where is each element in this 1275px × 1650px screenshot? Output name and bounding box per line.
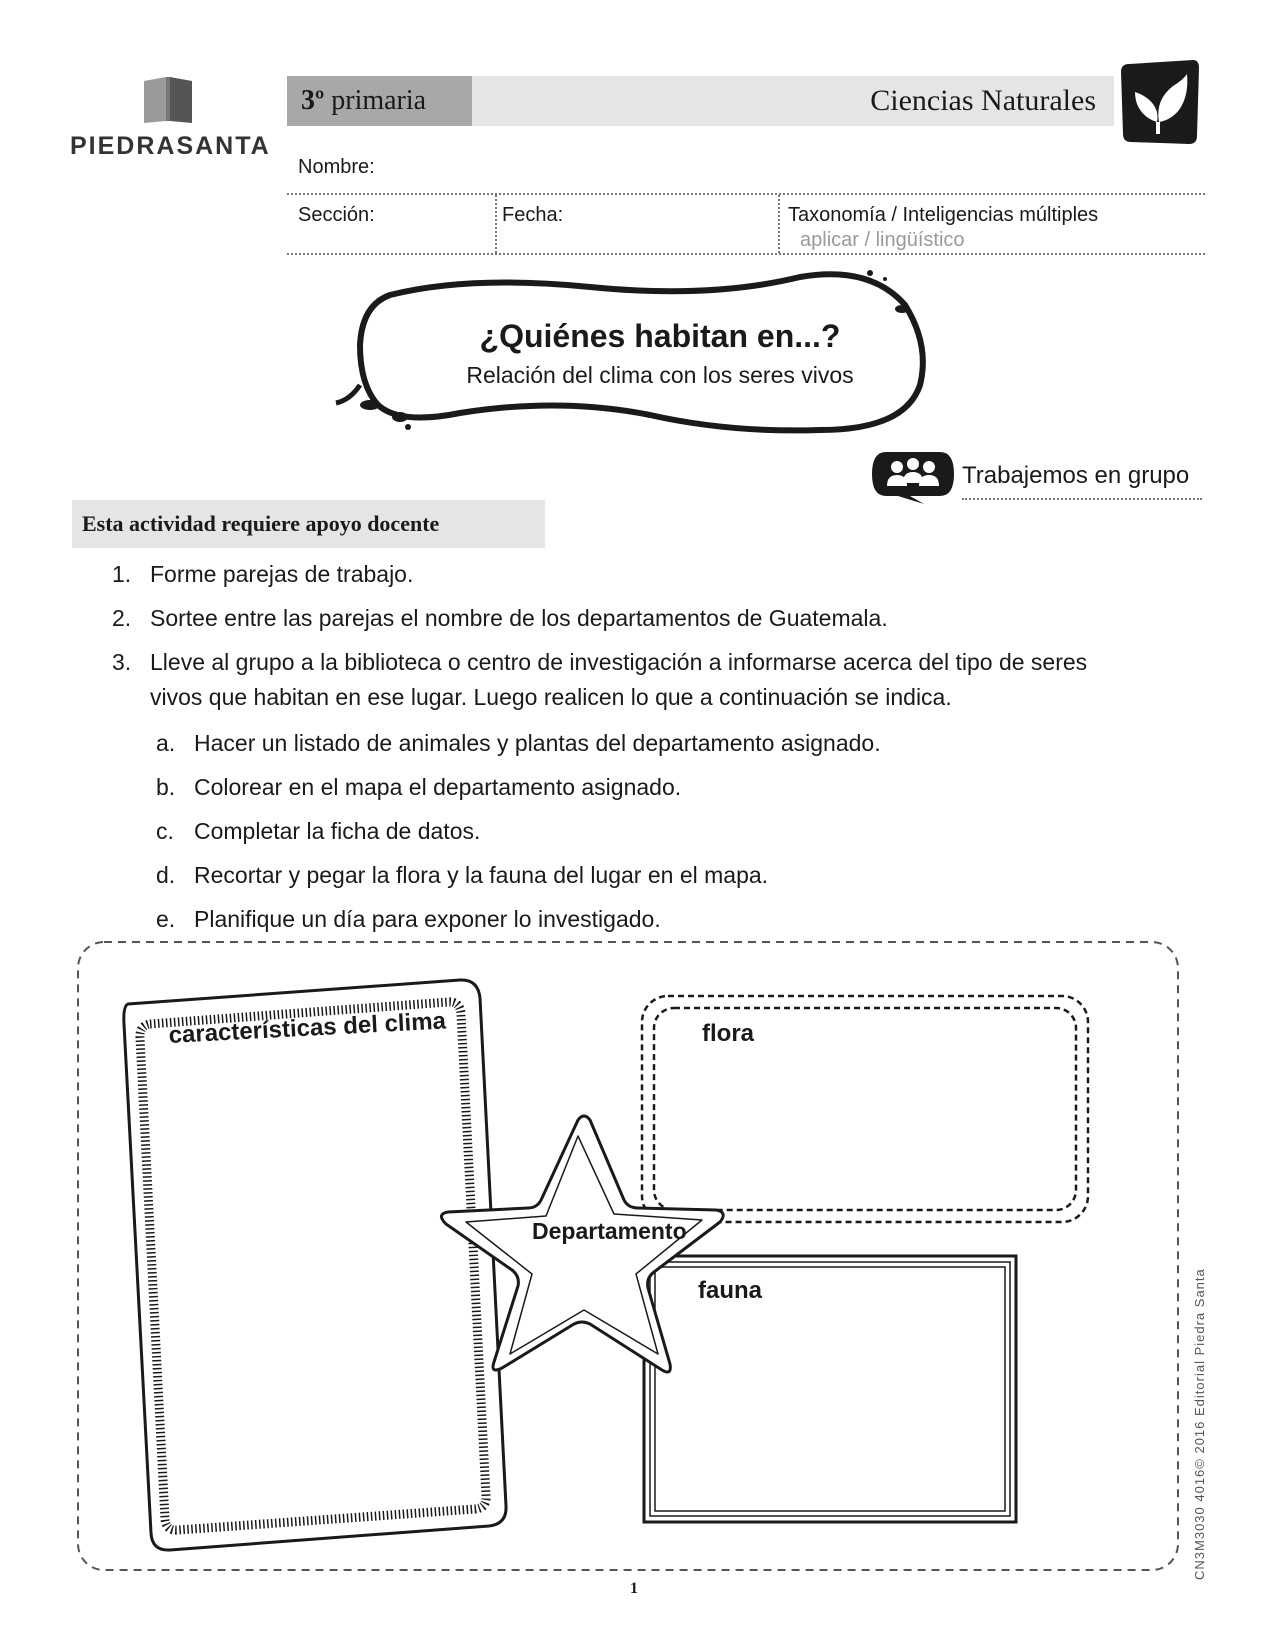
group-people-icon: [870, 450, 956, 504]
instruction-text: Sortee entre las parejas el nombre de los departamentos de Guatemala.: [150, 605, 888, 631]
sub-instruction-letter: d.: [156, 862, 176, 888]
sub-instruction-text: Recortar y pegar la flora y la fauna del lugar en el mapa.: [194, 862, 769, 888]
name-label: Nombre:: [298, 156, 375, 178]
taxonomy-label: Taxonomía / Inteligencias múltiples: [788, 204, 1099, 226]
sub-instruction-letter: c.: [156, 818, 174, 844]
worksheet-subtitle: Relación del clima con los seres vivos: [466, 362, 854, 388]
instruction-text: Forme parejas de trabajo.: [150, 561, 414, 587]
instruction-continuation: vivos que habitan en ese lugar. Luego realicen lo que a continuación se indica.: [150, 684, 952, 710]
grade-label: [301, 85, 426, 117]
field-divider: [778, 195, 780, 253]
sub-instruction-item: [156, 726, 1186, 761]
instruction-number: 2.: [112, 605, 132, 631]
publisher-logo: PIEDRASANTA: [70, 132, 271, 160]
sub-instruction-letter: a.: [156, 730, 176, 756]
sub-instruction-item: [156, 858, 1186, 893]
footer-code: CN3M3030 4016© 2016 Editorial Piedra Santa: [1192, 1268, 1207, 1580]
instruction-item: [112, 557, 1192, 592]
subject-title: Ciencias Naturales: [870, 84, 1096, 117]
subject-bar: [472, 76, 1114, 126]
sub-instruction-item: [156, 814, 1186, 849]
group-underline: [962, 498, 1202, 500]
activity-banner: [72, 500, 545, 548]
page-number: 1: [630, 1580, 638, 1597]
group-badge-label: Trabajemos en grupo: [962, 462, 1190, 489]
flora-label: flora: [702, 1020, 755, 1047]
instruction-item: [112, 645, 1192, 680]
book-icon: [140, 75, 200, 125]
instruction-number: 3.: [112, 649, 132, 675]
sub-instruction-text: Planifique un día para exponer lo investigado.: [194, 906, 661, 932]
section-label: Sección:: [298, 204, 375, 226]
sub-instruction-text: Colorear en el mapa el departamento asignado.: [194, 774, 682, 800]
name-line: [287, 193, 1205, 195]
grade-number: 3º: [301, 85, 325, 116]
date-label: Fecha:: [502, 204, 564, 226]
fauna-label: fauna: [698, 1277, 763, 1304]
sub-instruction-text: Completar la ficha de datos.: [194, 818, 481, 844]
bottom-line: [287, 253, 1205, 255]
sub-instruction-text: Hacer un listado de animales y plantas del departamento asignado.: [194, 730, 881, 756]
grade-level: primaria: [331, 85, 427, 116]
field-divider: [495, 195, 497, 253]
grade-box: [287, 76, 472, 126]
instruction-item: [112, 601, 1192, 636]
taxonomy-value: aplicar / lingüístico: [800, 229, 965, 251]
sub-instruction-letter: e.: [156, 906, 176, 932]
banner-text: Esta actividad requiere apoyo docente: [82, 511, 440, 536]
leaf-icon: [1121, 60, 1199, 144]
worksheet-title: ¿Quiénes habitan en...?: [479, 318, 841, 354]
sub-instruction-item: [156, 902, 1186, 937]
sub-instruction-letter: b.: [156, 774, 176, 800]
instruction-text: Lleve al grupo a la biblioteca o centro de investigación a informarse acerca del tipo de seres: [150, 649, 1088, 675]
sub-instruction-item: [156, 770, 1186, 805]
climate-label: características del clima: [168, 1007, 447, 1049]
instruction-number: 1.: [112, 561, 132, 587]
climate-card: [124, 980, 506, 1550]
department-label: Departamento: [532, 1218, 687, 1244]
